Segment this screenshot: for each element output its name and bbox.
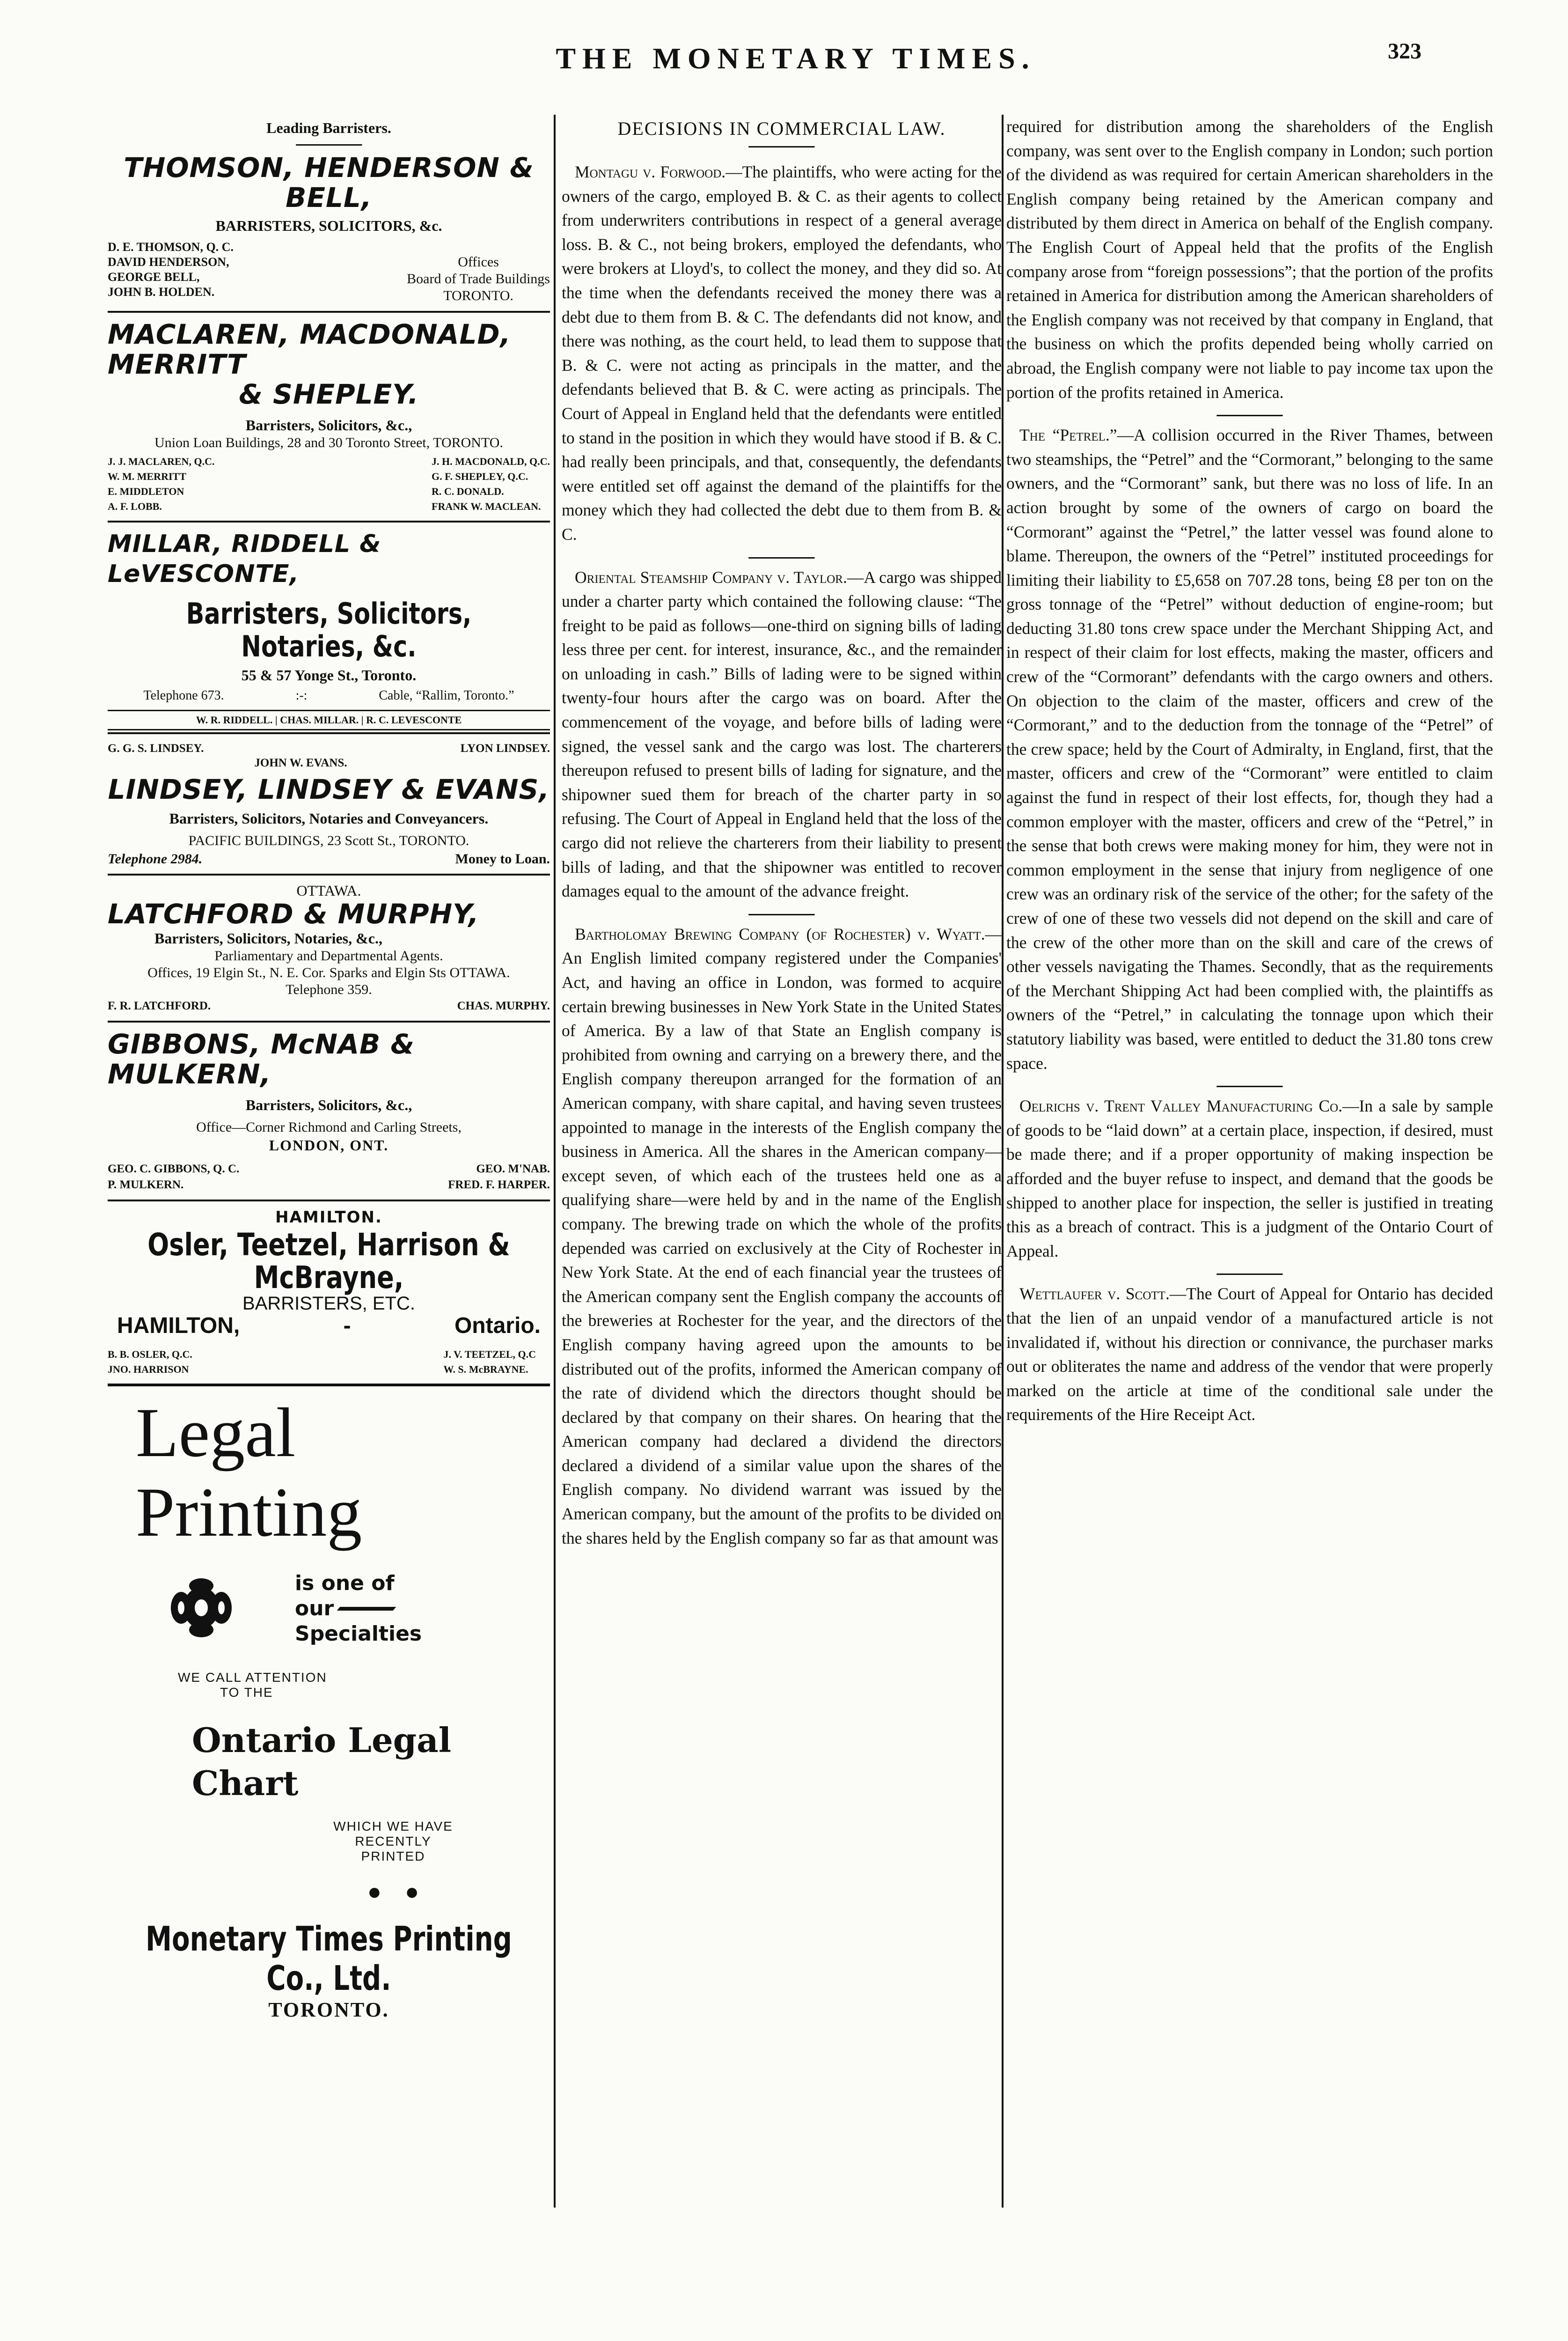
partner: JOHN W. EVANS. [254,757,347,769]
ad-lindsey [108,741,550,867]
office-label: Offices [458,254,499,270]
partner: JNO. HARRISON [108,1363,189,1375]
firm-name: LATCHFORD & MURPHY, [108,898,479,930]
case-title: Oelrichs v. Trent Valley Manufacturing Co. [1019,1097,1342,1116]
firm-subtitle: Barristers, Solicitors, &c., [245,1097,412,1113]
partner: G. F. SHEPLEY, Q.C. [432,471,528,482]
partner: A. F. LOBB. [108,501,162,512]
telephone: Telephone 2984. [108,851,203,867]
firm-address: Union Loan Buildings, 28 and 30 Toronto Street, TORONTO. [154,435,503,450]
partner: P. MULKERN. [108,1178,184,1191]
case-text: —In a sale by sample of goods to be “laid down” at a certain place, inspection, if desired, must be made there; and if a proper opportunity of making inspection be afforded and the buyer refuse to inspect, and demand that the goods be shipped to another place for inspection, the seller is justified in treating this as a breach of contract. This is a judgment of the Ontario Court of Appeal. [1006,1097,1493,1260]
article-column-2 [1006,115,1493,1437]
firm-address: 55 & 57 Yonge St., Toronto. [241,667,417,684]
firm-name-line2: & SHEPLEY. [239,378,419,410]
spec-line: our [295,1597,334,1620]
case-text: —An English limited company registered under the Companies' Act, and having an office in London, was formed to acquire certain brewing businesses in New York State in the United States of America. By a law of that State an English company is prohibited from owning and carrying on a brewery there, and the English company thereupon arranged for the formation of an American company, with share capital, and having seven trustees appointed to manage in the interests of the English company the business in America. All the shares in the American company—except seven, of which each of the trustees held one as a qualifying share—were held by and in the name of the English company. The brewing trade on which the whole of the profits depended was carried on exclusively at the City of Rochester in New York State. At the end of each financial year the trustees of the American company sent the English company the accounts of the breweries at Rochester for the year, and the directors of the English company having agreed upon the amounts to be distributed out of the profits, informed the American company of the rate of dividend which the directors thought should be declared by that company on their shares. On hearing that the American company had declared a dividend the directors declared a dividend of a similar value upon the shares of the English company. No dividend warrant was issued by the American company, but the amount of the profits to be divided on the shares held by the English company so far as that amount was [562,924,1002,1547]
firm-name: THOMSON, HENDERSON & BELL, [124,152,534,213]
case-title: The “Petrel.” [1019,426,1117,445]
article-title: DECISIONS IN COMMERCIAL LAW. [617,118,946,139]
partner: JOHN B. HOLDEN. [108,285,215,299]
company-city: TORONTO. [268,1998,389,2021]
company-name: Monetary Times Printing Co., Ltd. [146,1919,512,1998]
case-paragraph [1006,1282,1493,1427]
partner: B. B. OSLER, Q.C. [108,1348,192,1360]
partner-list: W. R. RIDDELL. | CHAS. MILLAR. | R. C. LEVESCONTE [108,710,550,730]
ornament-icon [108,1577,295,1641]
spec-line: is one of [295,1571,395,1595]
partner: R. C. DONALD. [432,486,504,497]
divider-glyph: :-: [295,688,308,703]
city-heading: HAMILTON. [275,1208,382,1227]
case-title: Bartholomay Brewing Company (of Rochester) v. Wyatt. [575,924,985,943]
ad-latchford [108,882,550,1014]
firm-offices: Offices, 19 Elgin St., N. E. Cor. Sparks and Elgin Sts OTTAWA. [147,965,510,980]
partner: J. H. MACDONALD, Q.C. [432,456,550,467]
printing-word: Printing [136,1473,362,1551]
partner: F. R. LATCHFORD. [108,1000,211,1012]
case-paragraph [562,922,1002,1550]
partner: J. J. MACLAREN, Q.C. [108,456,215,467]
case-text: —The Court of Appeal for Ontario has decided that the lien of an unpaid vendor of a manufactured article is not invalidated if, without his direction or connivance, the purchaser marks out or obliterates the name and address of the vendor that were properly marked on the article at time of the conditional sale under the requirements of the Hire Receipt Act. [1006,1284,1493,1424]
partner: J. V. TEETZEL, Q.C [443,1348,536,1360]
page-number: 323 [1388,39,1421,64]
partner: CHAS. MURPHY. [457,1000,550,1012]
section-heading: Leading Barristers. [266,119,391,136]
firm-name: LINDSEY, LINDSEY & EVANS, [108,773,550,805]
chart-title: Chart [192,1763,299,1803]
money-to-loan: Money to Loan. [455,851,550,867]
firm-subtitle: BARRISTERS, SOLICITORS, &c. [215,217,442,234]
column-rule [1002,115,1004,2208]
case-paragraph [1006,1094,1493,1263]
partner: E. MIDDLETON [108,486,184,497]
column-rule [554,115,556,2208]
location-province: Ontario. [454,1313,541,1338]
firm-name: Osler, Teetzel, Harrison & McBrayne, [147,1227,510,1296]
case-title: Wettlaufer v. Scott. [1019,1284,1170,1303]
firm-name: MILLAR, RIDDELL & LeVESCONTE, [108,530,381,588]
agents: Parliamentary and Departmental Agents. [214,948,443,964]
case-title: Oriental Steamship Company v. Taylor. [575,567,847,587]
firm-address: PACIFIC BUILDINGS, 23 Scott St., TORONTO. [188,833,469,848]
city-heading: OTTAWA. [296,882,361,899]
arrow-icon [337,1607,396,1611]
ad-thomson [108,153,550,304]
chart-title: Ontario Legal [192,1720,452,1760]
firm-name: GIBBONS, McNAB & MULKERN, [108,1028,415,1090]
case-paragraph [562,566,1002,904]
firm-subtitle: Barristers, Solicitors, Notaries and Conveyancers. [169,810,489,827]
office-building: Board of Trade Buildings [407,271,550,287]
ad-maclaren [108,319,550,514]
firm-subtitle: Barristers, Solicitors, &c., [245,417,412,434]
case-text: —A cargo was shipped under a charter party which contained the following clause: “The freight to be paid as follows—one-third on signing bills of lading less three per cent. for interest, insurance, &c., and the remainder on unloading in cash.” Bills of lading were to be signed within twenty-four hours after the cargo was on board. After the commencement of the voyage, and before bills of lading were signed, the vessel sank and the cargo was lost. The charterers thereupon refused to present bills of lading for signature, and the shipowner sued them for breach of the charter party in so refusing. The Court of Appeal in England held that the loss of the cargo did not relieve the charterers from their liability to present bills of lading, and that the shipowner was entitled to recover damages equal to the amount of the advance freight. [562,567,1002,901]
firm-subtitle: BARRISTERS, ETC. [242,1293,415,1314]
firm-office: Office—Corner Richmond and Carling Streets, [196,1119,462,1135]
case-paragraph [562,160,1002,547]
ads-column [108,115,550,2022]
case-title: Montagu v. Forwood. [575,162,726,181]
case-text: required for distribution among the shareholders of the English company, was sent over to the English company in London; such portion of the dividend as was required for certain American shareholders in the English company being retained by the American company and distributed by them direct in America on behalf of the English company. The English Court of Appeal held that the profits of the English company arose from “foreign possessions”; that the portion of the profits retained in America for distribution among the American shareholders of the English company was not received by that company in England, that the business on which the profits depended being wholly carried on abroad, the English company were not liable to pay income tax upon the portion of the profits retained in America. [1006,117,1493,402]
ad-millar [108,529,550,730]
partner: G. G. S. LINDSEY. [108,742,204,755]
bullet-ornament: ● ● [367,1878,419,1905]
partner: GEORGE BELL, [108,270,200,284]
partner: GEO. M'NAB. [476,1163,550,1175]
case-paragraph [1006,423,1493,1075]
firm-city: LONDON, ONT. [269,1137,389,1154]
masthead: THE MONETARY TIMES. [556,42,1036,75]
partner: W. S. McBRAYNE. [443,1363,528,1375]
partner: GEO. C. GIBBONS, Q. C. [108,1163,240,1175]
case-text: —A collision occurred in the River Thames, between two steamships, the “Petrel” and the “Cormorant,” belonging to the same owners, and the “Cormorant” sank, but there was no loss of life. In an action brought by some of the owners of cargo on board the “Cormorant” against the “Petrel,” the latter vessel was found alone to blame. Thereupon, the owners of the “Petrel” instituted proceedings for limiting their liability to £5,658 on 707.28 tons, being £8 per ton on the gross tonnage of the “Petrel” without deduction of engine-room; but deducting 31.80 tons crew space under the Merchant Shipping Act, and in respect of their claim for lost effects, making the master, officers and crew of the “Cormorant” defendants with the cargo owners and others. On objection to the claim of the master, officers and crew of the “Cormorant,” and to the deduction from the tonnage of the “Petrel” of the crew space; held by the Court of Admiralty, in England, first, that the master, officers and crew of the “Cormorant” were entitled to claim against the fund in respect of their lost effects, for, though they had a common employer with the master, officers and crew of the “Petrel,” in the sense that both crews were making money for him, they were not in common employment in the sense that injury from negligence of one crew was an ordinary risk of the service of the other; for the safety of the crew of one of these two vessels did not depend on the skill and care of the crew of the other more than on the skill and care of the crews of other vessels navigating the Thames. Secondly, that as the requirements of the Merchant Shipping Act had been complied with, the plaintiffs as owners of the “Petrel,” in calculating the tonnage upon which their statutory liability was based, were entitled to deduct the 31.80 tons crew space. [1006,426,1493,1073]
partner: FRANK W. MACLEAN. [432,501,541,512]
partner: D. E. THOMSON, Q. C. [108,240,234,254]
telephone: Telephone 359. [286,982,372,997]
case-text: —The plaintiffs, who were acting for the owners of the cargo, employed B. & C. as their agents to collect from underwriters contributions in respect of a general average loss. B. & C., not being brokers, employed the defendants, who were brokers at Lloyd's, to collect the money, and they did so. At the time when the defendants received the money there was a debt due to them from B. & C. The defendants did not know, and there was nothing, as the court held, to lead them to suppose that B. & C. were not acting as principals in the matter, and the defendants believed that B. & C. were acting as principals. The Court of Appeal in England held that the defendants were entitled to stand in the position in which they would have stood if B. & C. had really been principals, and that, consequently, the defendants were entitled set off against the demand of the plaintiffs for the money which they had collected the debt due to them from B. & C. [562,162,1002,544]
firm-subtitle: Barristers, Solicitors, Notaries, &c., [154,930,382,947]
location-city: HAMILTON, [117,1313,240,1338]
recent-line: WHICH WE HAVE RECENTLY [333,1819,453,1848]
legal-word: Legal [136,1394,296,1472]
partner: DAVID HENDERSON, [108,255,229,269]
attention-line: WE CALL ATTENTION [178,1670,327,1685]
partner: W. M. MERRITT [108,471,186,482]
office-city: TORONTO. [443,288,513,303]
location-dash: - [343,1313,351,1338]
ad-osler [108,1208,550,1377]
spec-line: Specialties [295,1622,422,1646]
attention-line: TO THE [220,1685,273,1700]
ad-gibbons [108,1029,550,1193]
case-paragraph [1006,115,1493,405]
firm-name: MACLAREN, MACDONALD, MERRITT [108,318,511,380]
firm-title: Barristers, Solicitors, Notaries, &c. [186,596,472,663]
telephone: Telephone 673. [143,688,224,703]
partner: FRED. F. HARPER. [448,1178,550,1191]
ad-legal-printing [108,1393,550,2022]
article-column-1 [562,115,1002,1561]
cable-address: Cable, “Rallim, Toronto.” [379,688,514,703]
recent-line: PRINTED [361,1849,425,1863]
partner: LYON LINDSEY. [460,742,550,755]
